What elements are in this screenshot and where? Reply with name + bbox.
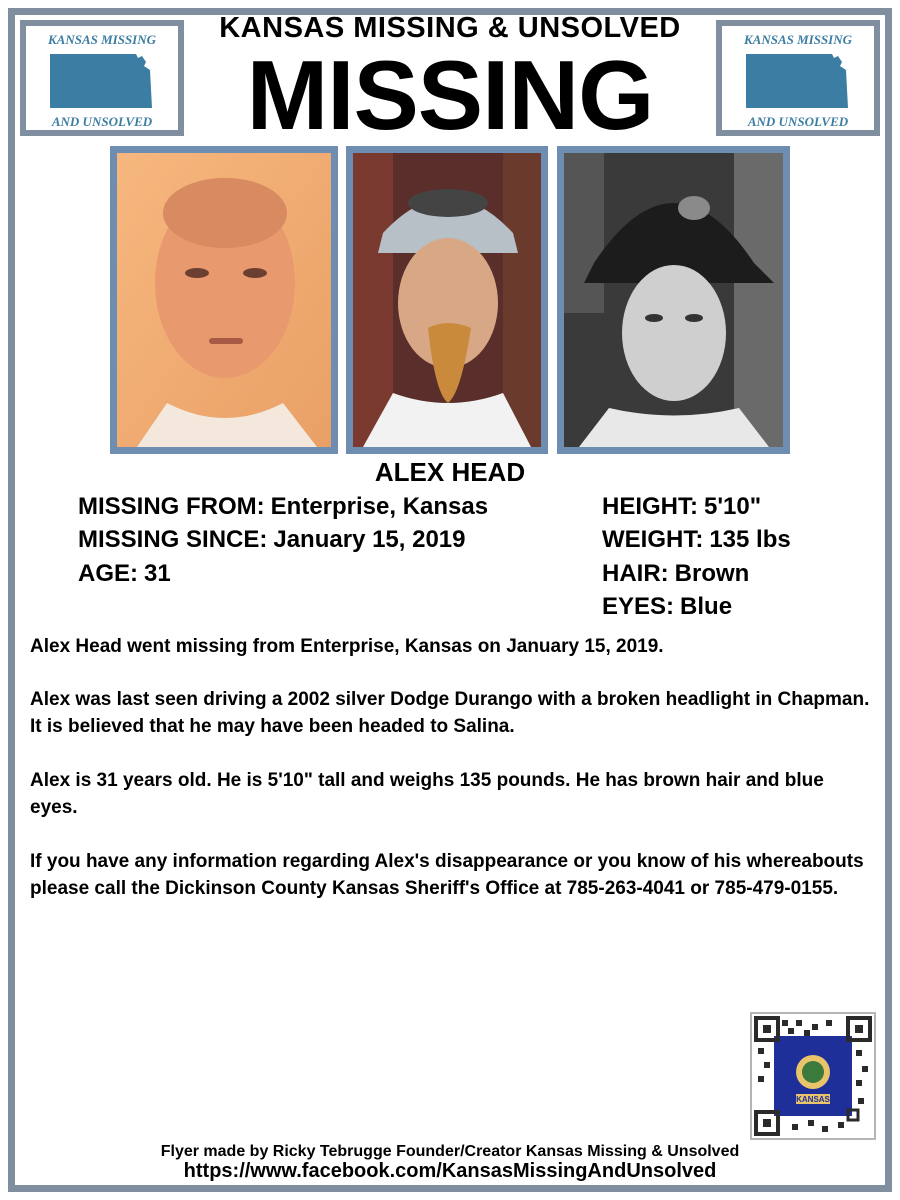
weight-row xyxy=(602,526,791,554)
missing-since-value: January 15, 2019 xyxy=(273,526,466,553)
eyes-row xyxy=(602,593,732,621)
age-value: 31 xyxy=(144,560,171,587)
age-row xyxy=(78,560,171,588)
age-label: AGE: xyxy=(78,560,138,587)
person-photo-icon xyxy=(117,153,331,447)
hair-label: HAIR: xyxy=(602,560,669,587)
eyes-value: Blue xyxy=(680,593,733,620)
paragraph-contact: If you have any information regarding Alex's disappearance or you know of his whereabouts please call the Dickinson County Kansas Sheriff's Office at 785-263-4041 or 785-479-0155. xyxy=(30,851,864,899)
missing-since-row xyxy=(78,526,466,554)
height-value: 5'10" xyxy=(704,493,762,520)
weight-value: 135 lbs xyxy=(709,526,791,553)
height-row xyxy=(602,493,761,521)
logo-line2: AND UNSOLVED xyxy=(51,114,153,129)
hair-value: Brown xyxy=(674,560,750,587)
org-title: KANSAS MISSING & UNSOLVED xyxy=(219,12,681,44)
logo-line1: KANSAS MISSING xyxy=(743,32,853,47)
paragraph-summary: Alex Head went missing from Enterprise, Kansas on January 15, 2019. xyxy=(30,636,664,657)
weight-label: WEIGHT: xyxy=(602,526,704,553)
page-title: MISSING xyxy=(246,40,654,150)
person-photo-icon xyxy=(353,153,541,447)
kansas-state-icon xyxy=(744,52,852,110)
paragraph-description: Alex is 31 years old. He is 5'10" tall and weighs 135 pounds. He has brown hair and blue eyes. xyxy=(30,770,824,818)
photo-3 xyxy=(557,146,790,454)
logo-left xyxy=(20,20,184,136)
logo-right xyxy=(716,20,880,136)
hair-row xyxy=(602,560,749,588)
kansas-state-icon xyxy=(48,52,156,110)
logo-line2: AND UNSOLVED xyxy=(747,114,849,129)
footer-credit: Flyer made by Ricky Tebrugge Founder/Creator Kansas Missing & Unsolved xyxy=(160,1143,740,1160)
person-name: ALEX HEAD xyxy=(374,457,526,487)
missing-from-value: Enterprise, Kansas xyxy=(270,493,489,520)
qr-code-icon xyxy=(752,1014,874,1138)
qr-code[interactable] xyxy=(750,1012,876,1140)
eyes-label: EYES: xyxy=(602,593,675,620)
person-photo-icon xyxy=(564,153,783,447)
photo-2 xyxy=(346,146,548,454)
missing-from-label: MISSING FROM: xyxy=(78,493,265,520)
logo-line1: KANSAS MISSING xyxy=(47,32,157,47)
missing-from-row xyxy=(78,493,488,521)
photo-1 xyxy=(110,146,338,454)
paragraph-last-seen: Alex was last seen driving a 2002 silver Dodge Durango with a broken headlight in Chapman. It is believed that he may have been headed to Salina. xyxy=(30,689,870,737)
qr-badge-text: KANSAS xyxy=(796,1095,830,1104)
missing-since-label: MISSING SINCE: xyxy=(78,526,268,553)
height-label: HEIGHT: xyxy=(602,493,698,520)
footer-url[interactable]: https://www.facebook.com/KansasMissingAndUnsolved xyxy=(183,1160,717,1182)
